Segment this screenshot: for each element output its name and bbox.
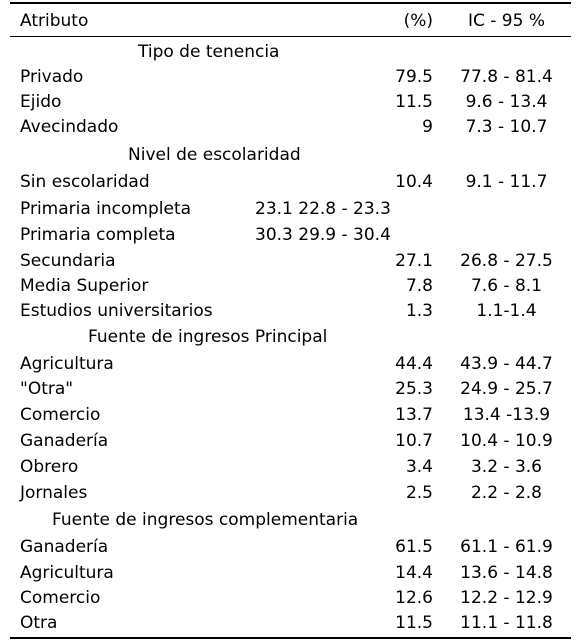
section-title-row [10, 40, 571, 65]
row-pct: 7.8 [405, 276, 433, 296]
row-pct: 10.4 [395, 172, 433, 192]
row-label: Jornales [20, 483, 88, 503]
table-row [10, 249, 571, 274]
row-pct: 11.5 [395, 92, 433, 112]
header-ic: IC - 95 % [467, 11, 545, 31]
row-ic: 10.4 - 10.9 [460, 431, 553, 451]
table-row [10, 65, 571, 90]
row-pct: 11.5 [395, 613, 433, 633]
table-row [10, 377, 571, 402]
row-label: Primaria completa [20, 225, 176, 245]
row-pct: 3.4 [405, 457, 433, 477]
row-ic: 1.1-1.4 [476, 301, 537, 321]
row-ic: 11.1 - 11.8 [460, 613, 553, 633]
row-pct: 1.3 [405, 301, 433, 321]
table-row [10, 535, 571, 560]
row-label: Ganadería [20, 537, 109, 557]
table-row [10, 223, 571, 248]
table-row [10, 299, 571, 324]
row-ic: 26.8 - 27.5 [460, 251, 553, 271]
row-label: Comercio [20, 405, 101, 425]
row-pct: 79.5 [395, 67, 433, 87]
row-label: Primaria incompleta [20, 199, 192, 219]
table-row [10, 403, 571, 428]
row-ic: 24.9 - 25.7 [460, 379, 553, 399]
table-row [10, 170, 571, 195]
row-ic: 7.3 - 10.7 [465, 117, 548, 137]
row-merged-values: 23.1 22.8 - 23.3 [255, 199, 391, 219]
row-ic: 3.2 - 3.6 [470, 457, 542, 477]
row-pct: 27.1 [395, 251, 433, 271]
table-row [10, 352, 571, 377]
row-pct: 25.3 [395, 379, 433, 399]
section-title-row [10, 508, 571, 533]
row-ic: 9.6 - 13.4 [465, 92, 548, 112]
table-row [10, 197, 571, 222]
row-pct: 61.5 [395, 537, 433, 557]
bottom-rule [10, 637, 571, 639]
row-ic: 12.2 - 12.9 [460, 588, 553, 608]
row-ic: 77.8 - 81.4 [460, 67, 553, 87]
table-row [10, 561, 571, 586]
row-pct: 14.4 [395, 563, 433, 583]
header-rule [10, 36, 571, 37]
table-row [10, 586, 571, 611]
row-label: Ejido [20, 92, 62, 112]
header-row [10, 9, 571, 34]
row-label: Media Superior [20, 276, 149, 296]
row-label: Otra [20, 613, 58, 633]
row-label: Ganadería [20, 431, 109, 451]
row-ic: 9.1 - 11.7 [465, 172, 548, 192]
row-label: Agricultura [20, 563, 114, 583]
section-title-row [10, 325, 571, 350]
header-atributo: Atributo [20, 11, 89, 31]
table-row [10, 90, 571, 115]
row-label: Comercio [20, 588, 101, 608]
row-pct: 12.6 [395, 588, 433, 608]
section-title: Fuente de ingresos Principal [88, 327, 328, 347]
table-row [10, 115, 571, 140]
row-ic: 43.9 - 44.7 [460, 354, 553, 374]
table-row [10, 274, 571, 299]
row-label: Privado [20, 67, 84, 87]
section-title: Nivel de escolaridad [128, 145, 301, 165]
row-pct: 44.4 [395, 354, 433, 374]
row-label: Sin escolaridad [20, 172, 150, 192]
row-ic: 2.2 - 2.8 [470, 483, 542, 503]
row-pct: 9 [422, 117, 433, 137]
row-label: Estudios universitarios [20, 301, 213, 321]
table-row [10, 481, 571, 506]
table-row [10, 611, 571, 636]
section-title: Fuente de ingresos complementaria [52, 510, 359, 530]
row-pct: 10.7 [395, 431, 433, 451]
section-title: Tipo de tenencia [138, 42, 280, 62]
section-title-row [10, 143, 571, 168]
row-label: "Otra" [20, 379, 74, 399]
row-ic: 13.6 - 14.8 [460, 563, 553, 583]
row-pct: 13.7 [395, 405, 433, 425]
row-ic: 7.6 - 8.1 [470, 276, 542, 296]
row-label: Obrero [20, 457, 79, 477]
row-label: Avecindado [20, 117, 119, 137]
row-ic: 61.1 - 61.9 [460, 537, 553, 557]
header-pct: (%) [403, 11, 433, 31]
row-pct: 2.5 [405, 483, 433, 503]
row-label: Agricultura [20, 354, 114, 374]
table-row [10, 429, 571, 454]
row-label: Secundaria [20, 251, 116, 271]
table-row [10, 455, 571, 480]
top-rule [10, 2, 571, 4]
row-merged-values: 30.3 29.9 - 30.4 [255, 225, 391, 245]
row-ic: 13.4 -13.9 [462, 405, 551, 425]
